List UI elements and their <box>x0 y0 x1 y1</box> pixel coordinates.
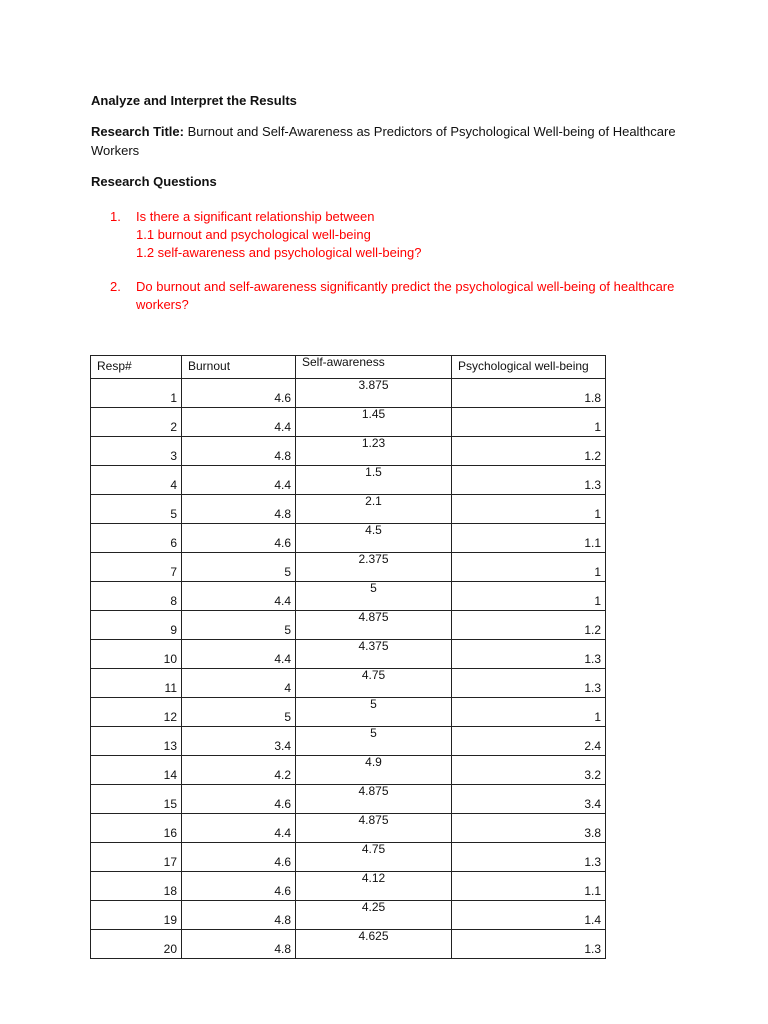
well-being-cell: 1 <box>452 582 606 611</box>
self-awareness-cell: 4.9 <box>296 756 452 785</box>
well-being-cell: 1.8 <box>452 379 606 408</box>
research-title-label: Research Title: <box>91 124 184 139</box>
table-row <box>91 524 606 553</box>
question-1 <box>110 208 690 262</box>
table-header-row <box>91 356 606 379</box>
well-being-cell: 1.3 <box>452 669 606 698</box>
table-row <box>91 611 606 640</box>
self-awareness-cell: 2.375 <box>296 553 452 582</box>
well-being-cell: 3.8 <box>452 814 606 843</box>
resp-number-cell: 9 <box>91 611 182 640</box>
self-awareness-cell: 5 <box>296 727 452 756</box>
question-text: Do burnout and self-awareness significantly predict the psychological well-being of healthcare workers? <box>136 279 675 312</box>
burnout-cell: 4.4 <box>182 408 296 437</box>
burnout-cell: 3.4 <box>182 727 296 756</box>
burnout-cell: 4.6 <box>182 524 296 553</box>
well-being-cell: 1.3 <box>452 640 606 669</box>
question-2 <box>110 278 690 314</box>
burnout-cell: 4.4 <box>182 814 296 843</box>
column-header: Psychological well-being <box>452 356 606 379</box>
well-being-cell: 1.1 <box>452 524 606 553</box>
self-awareness-cell: 4.75 <box>296 843 452 872</box>
burnout-cell: 4.4 <box>182 466 296 495</box>
burnout-cell: 4.6 <box>182 379 296 408</box>
well-being-cell: 1.3 <box>452 843 606 872</box>
table-row <box>91 785 606 814</box>
resp-number-cell: 15 <box>91 785 182 814</box>
resp-number-cell: 5 <box>91 495 182 524</box>
resp-number-cell: 11 <box>91 669 182 698</box>
table-row <box>91 437 606 466</box>
well-being-cell: 1 <box>452 408 606 437</box>
burnout-cell: 4.6 <box>182 843 296 872</box>
table-row <box>91 698 606 727</box>
self-awareness-cell: 4.75 <box>296 669 452 698</box>
self-awareness-cell: 2.1 <box>296 495 452 524</box>
well-being-cell: 1.3 <box>452 930 606 959</box>
burnout-cell: 4.8 <box>182 901 296 930</box>
table-row <box>91 553 606 582</box>
sub-question: 1.2 self-awareness and psychological well-being? <box>136 245 422 260</box>
resp-number-cell: 6 <box>91 524 182 553</box>
data-table <box>90 355 606 959</box>
resp-number-cell: 7 <box>91 553 182 582</box>
resp-number-cell: 13 <box>91 727 182 756</box>
well-being-cell: 3.2 <box>452 756 606 785</box>
burnout-cell: 4.4 <box>182 640 296 669</box>
table-row <box>91 669 606 698</box>
well-being-cell: 1.1 <box>452 872 606 901</box>
question-text: Is there a significant relationship between <box>136 209 375 224</box>
resp-number-cell: 18 <box>91 872 182 901</box>
column-header: Resp# <box>91 356 182 379</box>
well-being-cell: 1.2 <box>452 437 606 466</box>
table-row <box>91 640 606 669</box>
resp-number-cell: 17 <box>91 843 182 872</box>
question-number: 2. <box>110 279 121 294</box>
research-questions-heading: Research Questions <box>91 174 217 189</box>
self-awareness-cell: 4.875 <box>296 785 452 814</box>
well-being-cell: 1.3 <box>452 466 606 495</box>
question-number: 1. <box>110 209 121 224</box>
resp-number-cell: 3 <box>91 437 182 466</box>
table-row <box>91 901 606 930</box>
resp-number-cell: 19 <box>91 901 182 930</box>
self-awareness-cell: 5 <box>296 698 452 727</box>
burnout-cell: 4.4 <box>182 582 296 611</box>
self-awareness-cell: 4.5 <box>296 524 452 553</box>
table-row <box>91 756 606 785</box>
self-awareness-cell: 4.12 <box>296 872 452 901</box>
table-row <box>91 930 606 959</box>
well-being-cell: 1 <box>452 495 606 524</box>
resp-number-cell: 16 <box>91 814 182 843</box>
self-awareness-cell: 3.875 <box>296 379 452 408</box>
burnout-cell: 4.8 <box>182 437 296 466</box>
research-title-text: Burnout and Self-Awareness as Predictors of Psychological Well-being of Healthcare Workers <box>91 124 676 158</box>
table-row <box>91 843 606 872</box>
resp-number-cell: 12 <box>91 698 182 727</box>
well-being-cell: 3.4 <box>452 785 606 814</box>
resp-number-cell: 20 <box>91 930 182 959</box>
burnout-cell: 4.8 <box>182 930 296 959</box>
table-body <box>91 379 606 959</box>
table-row <box>91 872 606 901</box>
burnout-cell: 5 <box>182 611 296 640</box>
well-being-cell: 1 <box>452 553 606 582</box>
well-being-cell: 1.4 <box>452 901 606 930</box>
table-row <box>91 814 606 843</box>
resp-number-cell: 8 <box>91 582 182 611</box>
well-being-cell: 1.2 <box>452 611 606 640</box>
self-awareness-cell: 4.25 <box>296 901 452 930</box>
burnout-cell: 4.8 <box>182 495 296 524</box>
burnout-cell: 5 <box>182 553 296 582</box>
resp-number-cell: 10 <box>91 640 182 669</box>
table-row <box>91 379 606 408</box>
self-awareness-cell: 4.625 <box>296 930 452 959</box>
table-row <box>91 466 606 495</box>
resp-number-cell: 4 <box>91 466 182 495</box>
self-awareness-cell: 5 <box>296 582 452 611</box>
burnout-cell: 4.6 <box>182 872 296 901</box>
self-awareness-cell: 4.375 <box>296 640 452 669</box>
resp-number-cell: 1 <box>91 379 182 408</box>
column-header: Burnout <box>182 356 296 379</box>
resp-number-cell: 14 <box>91 756 182 785</box>
self-awareness-cell: 1.5 <box>296 466 452 495</box>
self-awareness-cell: 1.45 <box>296 408 452 437</box>
well-being-cell: 1 <box>452 698 606 727</box>
sub-question: 1.1 burnout and psychological well-being <box>136 227 371 242</box>
table-row <box>91 408 606 437</box>
self-awareness-cell: 1.23 <box>296 437 452 466</box>
column-header: Self-awareness <box>296 356 452 379</box>
table-row <box>91 727 606 756</box>
table-row <box>91 495 606 524</box>
well-being-cell: 2.4 <box>452 727 606 756</box>
research-title <box>91 122 691 160</box>
page-heading: Analyze and Interpret the Results <box>91 93 297 108</box>
burnout-cell: 5 <box>182 698 296 727</box>
table-row <box>91 582 606 611</box>
burnout-cell: 4.6 <box>182 785 296 814</box>
resp-number-cell: 2 <box>91 408 182 437</box>
self-awareness-cell: 4.875 <box>296 611 452 640</box>
burnout-cell: 4 <box>182 669 296 698</box>
self-awareness-cell: 4.875 <box>296 814 452 843</box>
burnout-cell: 4.2 <box>182 756 296 785</box>
research-questions-list <box>110 208 690 314</box>
